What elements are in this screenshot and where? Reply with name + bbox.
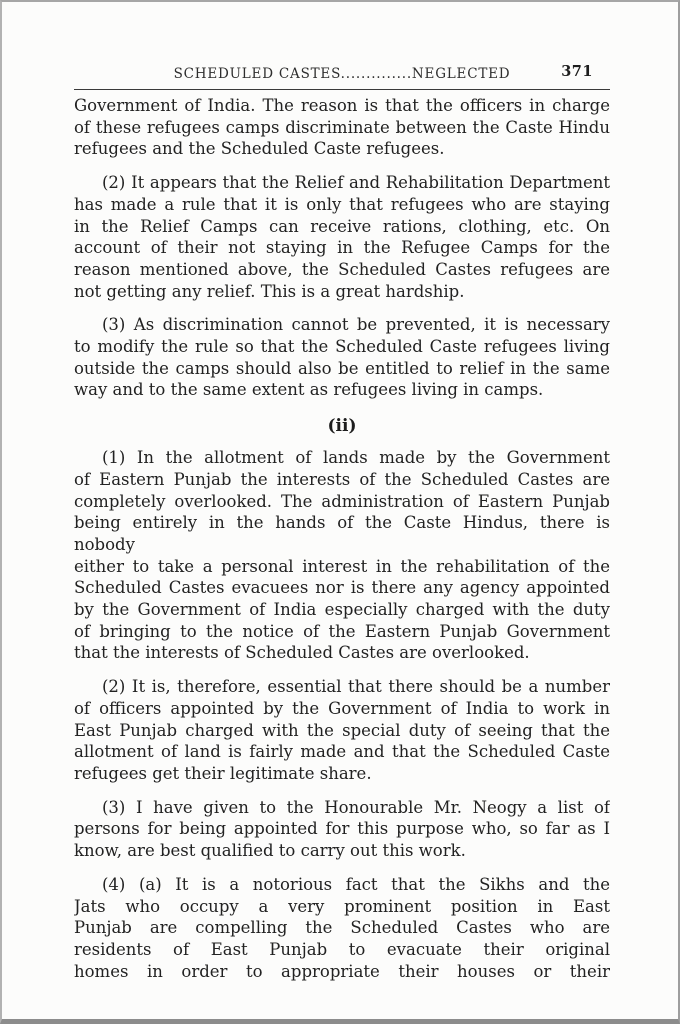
text-line: way and to the same extent as refugees living in camps.: [74, 380, 544, 400]
text-line: know, are best qualified to carry out this work.: [74, 841, 466, 861]
text-line: refugees get their legitimate share.: [74, 763, 372, 783]
text-line: not getting any relief. This is a great hardship.: [74, 281, 465, 301]
text-line: of officers appointed by the Government of India to work in: [74, 698, 610, 718]
page-body: [74, 95, 610, 982]
text-line: that the interests of Scheduled Castes are overlooked.: [74, 643, 530, 663]
text-column: [74, 63, 610, 994]
text-line: has made a rule that it is only that refugees who are staying: [74, 194, 610, 214]
text-line: allotment of land is fairly made and that the Scheduled Caste: [74, 742, 610, 762]
text-line: (3) As discrimination cannot be prevented, it is necessary: [102, 315, 610, 335]
text-line: (1) In the allotment of lands made by the Government: [102, 448, 610, 468]
text-line: of these refugees camps discriminate between the Caste Hindu: [74, 117, 610, 137]
text-line: reason mentioned above, the Scheduled Castes refugees are: [74, 259, 610, 279]
text-line: in the Relief Camps can receive rations, clothing, etc. On: [74, 216, 610, 236]
text-line: to modify the rule so that the Scheduled Caste refugees living: [74, 337, 610, 357]
text-line: Scheduled Castes evacuees nor is there any agency appointed: [74, 578, 610, 598]
page-number: 371: [561, 63, 593, 80]
text-line: (2) It is, therefore, essential that there should be a number: [102, 677, 610, 697]
text-line: outside the camps should also be entitled to relief in the same: [74, 358, 610, 378]
text-line: residents of East Punjab to evacuate their original: [74, 939, 610, 959]
text-line: completely overlooked. The administration of Eastern Punjab: [74, 491, 610, 511]
text-line: East Punjab charged with the special duty of seeing that the: [74, 720, 610, 740]
paragraph: [74, 676, 610, 785]
text-line: of Eastern Punjab the interests of the Scheduled Castes are: [74, 469, 610, 489]
text-line: Jats who occupy a very prominent position in East: [74, 896, 610, 916]
text-line: of bringing to the notice of the Eastern Punjab Government: [74, 621, 610, 641]
text-line: persons for being appointed for this purpose who, so far as I: [74, 819, 610, 839]
paragraph: [74, 874, 610, 983]
text-line: being entirely in the hands of the Caste Hindus, there is nobody: [74, 513, 610, 554]
text-line: (2) It appears that the Relief and Rehabilitation Department: [102, 173, 610, 193]
paragraph: [74, 314, 610, 401]
text-line: refugees and the Scheduled Caste refugees.: [74, 139, 445, 159]
paragraph: [74, 172, 610, 302]
section-heading: (ii): [327, 416, 357, 437]
paragraph: [74, 95, 610, 160]
text-line: account of their not staying in the Refugee Camps for the: [74, 238, 610, 258]
header-rule: [74, 89, 610, 90]
text-line: (4) (a) It is a notorious fact that the Sikhs and the: [102, 874, 610, 894]
text-line: (3) I have given to the Honourable Mr. Neogy a list of: [102, 797, 610, 817]
text-line: by the Government of India especially charged with the duty: [74, 600, 610, 620]
page-header: [74, 63, 610, 82]
paragraph: [74, 797, 610, 862]
text-line: Punjab are compelling the Scheduled Castes who are: [74, 918, 610, 938]
running-title: SCHEDULED CASTES..............NEGLECTED: [173, 66, 511, 82]
text-line: homes in order to appropriate their houses or their: [74, 961, 610, 981]
text-line: Government of India. The reason is that the officers in charge: [74, 96, 610, 115]
text-line: either to take a personal interest in the rehabilitation of the: [74, 556, 610, 576]
paragraph: [74, 447, 610, 664]
